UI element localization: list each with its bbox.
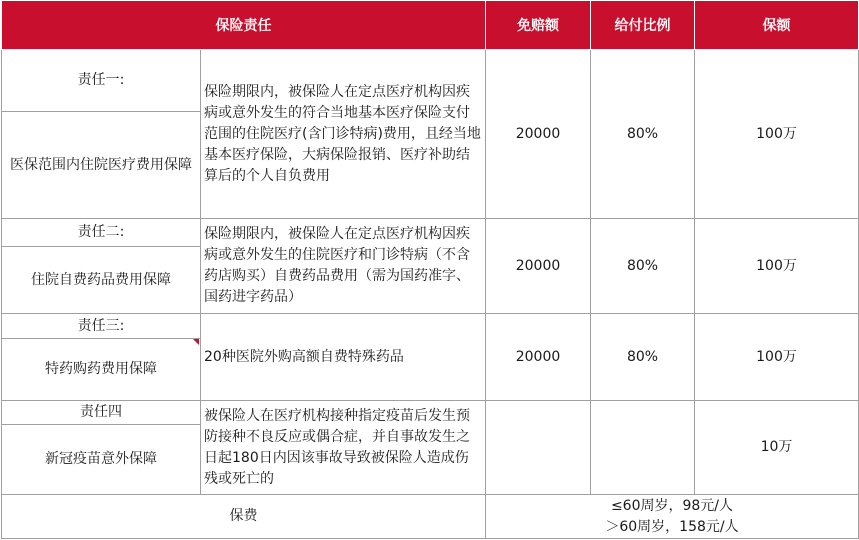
responsibility-name: 特药购药费用保障 <box>2 339 201 401</box>
responsibility-title: 责任二: <box>2 219 201 247</box>
payout-ratio-cell: 80% <box>591 50 695 219</box>
premium-values <box>486 495 859 539</box>
responsibility-description: 20种医院外购高额自费特殊药品 <box>201 314 486 401</box>
header-coverage: 保额 <box>695 1 859 50</box>
responsibility-name: 住院自费药品费用保障 <box>2 247 201 314</box>
payout-ratio-cell: 80% <box>591 219 695 314</box>
premium-row <box>2 495 859 539</box>
coverage-cell: 10万 <box>695 401 859 495</box>
deductible-cell: 20000 <box>486 219 591 314</box>
deductible-cell: 20000 <box>486 314 591 401</box>
responsibility-description: 保险期限内，被保险人在定点医疗机构因疾病或意外发生的符合当地基本医疗保险支付范围的住院医疗(含门诊特病)费用，且经当地基本医疗保险，大病保险报销、医疗补助结算后的个人自负费用 <box>201 50 486 219</box>
payout-ratio-cell: 80% <box>591 314 695 401</box>
table-row <box>2 219 859 247</box>
deductible-cell <box>486 401 591 495</box>
coverage-cell: 100万 <box>695 50 859 219</box>
header-deductible: 免赔额 <box>486 1 591 50</box>
responsibility-description: 被保险人在医疗机构接种指定疫苗后发生预防接种不良反应或偶合症，并自事故发生之日起180日内因该事故导致被保险人造成伤残或死亡的 <box>201 401 486 495</box>
responsibility-title: 责任一: <box>2 50 201 112</box>
premium-line-over-60: ＞60周岁，158元/人 <box>605 518 739 535</box>
insurance-table <box>1 0 859 539</box>
table-row <box>2 314 859 339</box>
premium-label: 保费 <box>2 495 486 539</box>
coverage-cell: 100万 <box>695 314 859 401</box>
comment-indicator <box>193 339 199 345</box>
deductible-cell: 20000 <box>486 50 591 219</box>
responsibility-title: 责任四 <box>2 401 201 425</box>
responsibility-description: 保险期限内，被保险人在定点医疗机构因疾病或意外发生的住院医疗和门诊特病（不含药店购买）自费药品费用（需为国药准字、国药进字药品） <box>201 219 486 314</box>
premium-line-under-60: ≤60周岁，98元/人 <box>610 497 734 514</box>
header-responsibility: 保险责任 <box>2 1 486 50</box>
header-payout-ratio: 给付比例 <box>591 1 695 50</box>
payout-ratio-cell <box>591 401 695 495</box>
table-row <box>2 401 859 425</box>
table-row <box>2 50 859 112</box>
table-header-row <box>2 1 859 50</box>
responsibility-title: 责任三: <box>2 314 201 339</box>
responsibility-name: 医保范围内住院医疗费用保障 <box>2 112 201 219</box>
coverage-cell: 100万 <box>695 219 859 314</box>
responsibility-name: 新冠疫苗意外保障 <box>2 425 201 495</box>
